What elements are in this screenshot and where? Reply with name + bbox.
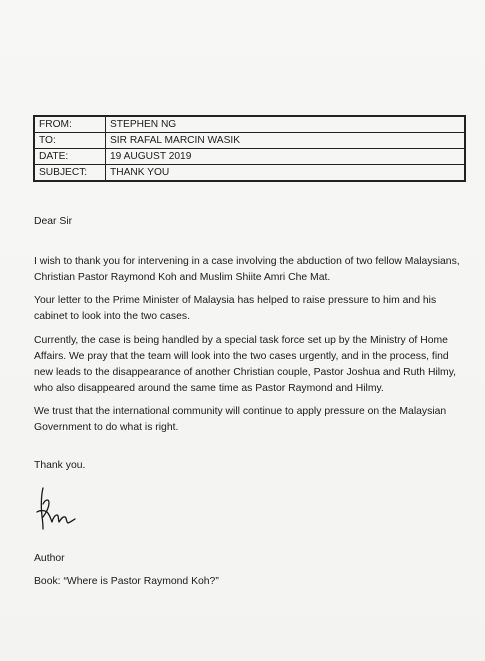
date-label: DATE: [34,149,106,165]
closing: Thank you. [34,460,86,471]
to-label: TO: [34,133,106,149]
paragraph-trust: We trust that the international community will continue to apply pressure on the Malaysian Government to do what is right. [34,406,447,433]
salutation: Dear Sir [34,216,73,227]
date-value: 19 AUGUST 2019 [106,149,466,165]
paragraph-letter: Your letter to the Prime Minister of Malaysia has helped to raise pressure to him and his cabinet to look into the two cases. [34,295,437,322]
subject-value: THANK YOU [106,165,466,182]
handwritten-signature [34,484,78,532]
memo-row-date [34,149,465,165]
memo-header-table [33,115,466,182]
from-label: FROM: [34,116,106,133]
author-title: Author [34,553,65,564]
memo-row-from [34,116,465,133]
from-value: STEPHEN NG [106,116,466,133]
book-title: Book: “Where is Pastor Raymond Koh?” [34,576,219,587]
subject-label: SUBJECT: [34,165,106,182]
paragraph-task-force: Currently, the case is being handled by a special task force set up by the Ministry of Home Affairs. We pray that the team will look into the two cases urgently, and in the process, find new leads to the disappearance of another Christian couple, Pastor Joshua and Ruth Hilmy, who also disappeared around the same time as Pastor Raymond and Hilmy. [34,335,457,394]
paragraph-thanks: I wish to thank you for intervening in a case involving the abduction of two fellow Malaysians, Christian Pastor Raymond Koh and Muslim Shiite Amri Che Mat. [34,256,460,283]
memo-row-to [34,133,465,149]
memo-row-subject [34,165,465,182]
to-value: SIR RAFAL MARCIN WASIK [106,133,466,149]
